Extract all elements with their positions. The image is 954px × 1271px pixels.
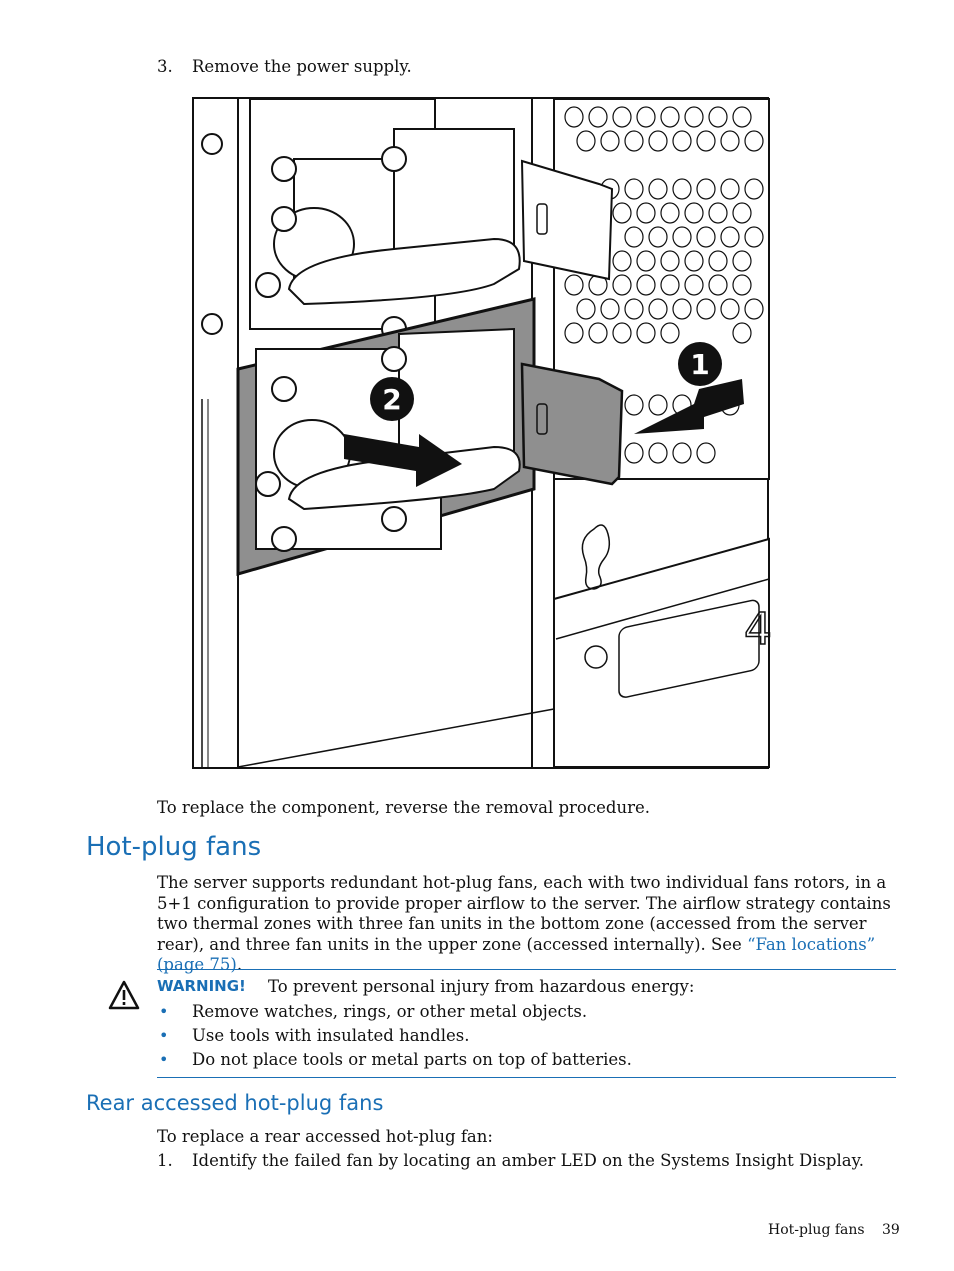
bullet-icon: • [159,1026,169,1045]
power-supply-removal-figure [192,97,772,769]
section-paragraph [157,873,897,976]
footer-section-name: Hot-plug fans [768,1222,865,1238]
reverse-procedure-note: To replace the component, reverse the removal procedure. [157,798,650,817]
power-supply-illustration [194,99,772,767]
step-text: Identify the failed fan by locating an amber LED on the Systems Insight Display. [192,1151,864,1170]
fan-locations-link[interactable]: “Fan locations” (page 75) [157,934,876,974]
paragraph-end: . [236,955,243,974]
warning-item: Remove watches, rings, or other metal objects. [192,1002,588,1021]
paragraph-text: The server supports redundant hot-plug fans, each with two individual fans rotors, in a 5+1 configuration to provide proper airflow to the server. The airflow strategy contains two thermal zones with three fan units in the bottom zone (accessed from the server rear), and three fan units in the upper zone (accessed internally). See [157,873,891,954]
page-number: 39 [882,1222,900,1238]
subsection-intro: To replace a rear accessed hot-plug fan: [157,1127,493,1146]
section-heading: Hot-plug fans [86,832,262,862]
warning-label: WARNING! [157,977,246,995]
warning-text: To prevent personal injury from hazardous energy: [268,977,695,996]
step-number: 1. [157,1151,173,1170]
warning-triangle-icon [108,980,140,1010]
subsection-heading: Rear accessed hot-plug fans [86,1091,384,1115]
bay-number-label: 4 [744,604,772,655]
bullet-icon: • [159,1002,169,1021]
warning-item: Do not place tools or metal parts on top of batteries. [192,1050,632,1069]
callout-2: 2 [382,383,402,416]
bullet-icon: • [159,1050,169,1069]
callout-1: 1 [690,348,710,381]
step-text: Remove the power supply. [192,57,412,76]
warning-item: Use tools with insulated handles. [192,1026,470,1045]
step-number: 3. [157,57,173,76]
